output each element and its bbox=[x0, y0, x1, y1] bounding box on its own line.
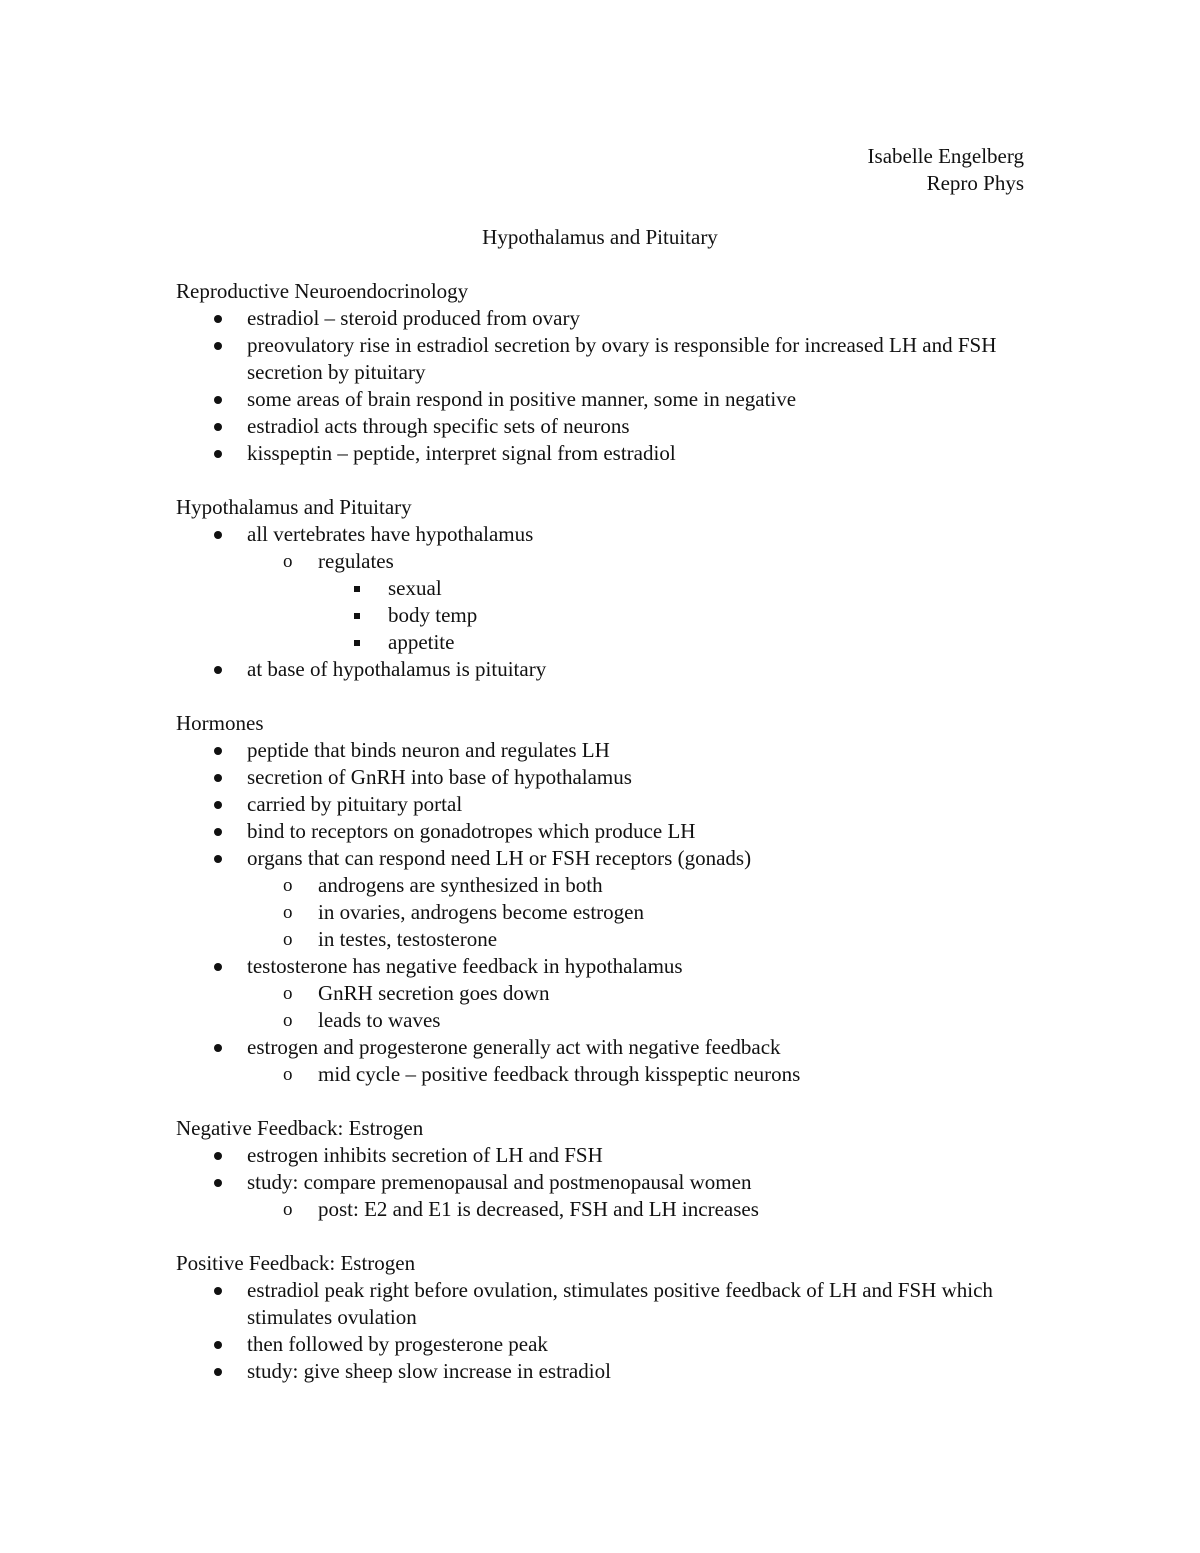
bullet-icon bbox=[214, 305, 222, 332]
list-item bbox=[176, 872, 1036, 899]
bullet-icon bbox=[214, 521, 222, 548]
list-item bbox=[176, 575, 1036, 602]
circle-bullet-icon: o bbox=[283, 551, 293, 572]
section-heading: Positive Feedback: Estrogen bbox=[176, 1251, 416, 1275]
bullet-icon bbox=[214, 332, 222, 359]
bullet-icon bbox=[214, 791, 222, 818]
list-item bbox=[176, 953, 1036, 980]
list-item-text: androgens are synthesized in both bbox=[318, 873, 603, 897]
circle-bullet-icon: o bbox=[283, 875, 293, 896]
list-item bbox=[176, 926, 1036, 953]
circle-bullet-icon: o bbox=[283, 929, 293, 950]
list-item bbox=[176, 791, 1036, 818]
list-item bbox=[176, 656, 1036, 683]
list-item bbox=[176, 737, 1036, 764]
list-item bbox=[176, 1331, 1036, 1358]
list-item-text: all vertebrates have hypothalamus bbox=[247, 522, 534, 546]
bullet-icon bbox=[214, 1142, 222, 1169]
section-heading: Reproductive Neuroendocrinology bbox=[176, 279, 469, 303]
list-item bbox=[176, 1169, 1036, 1196]
list-item bbox=[176, 386, 1036, 413]
bullet-icon bbox=[214, 1358, 222, 1385]
bullet-icon bbox=[214, 656, 222, 683]
section-heading: Negative Feedback: Estrogen bbox=[176, 1116, 424, 1140]
list-item-text: at base of hypothalamus is pituitary bbox=[247, 657, 547, 681]
list-item-text: organs that can respond need LH or FSH receptors (gonads) bbox=[247, 846, 752, 870]
list-item-text: estradiol – steroid produced from ovary bbox=[247, 306, 580, 330]
bullet-list bbox=[176, 1277, 1036, 1385]
list-item-text: study: compare premenopausal and postmenopausal women bbox=[247, 1170, 752, 1194]
list-item-text: in testes, testosterone bbox=[318, 927, 498, 951]
list-item bbox=[176, 548, 1036, 575]
list-item-text: testosterone has negative feedback in hypothalamus bbox=[247, 954, 683, 978]
page-title: Hypothalamus and Pituitary bbox=[482, 225, 718, 249]
square-bullet-icon bbox=[354, 602, 360, 629]
list-item-text: estradiol peak right before ovulation, stimulates positive feedback of LH and FSH which stimulates ovulation bbox=[247, 1278, 993, 1329]
list-item bbox=[176, 602, 1036, 629]
section-heading: Hypothalamus and Pituitary bbox=[176, 495, 412, 519]
list-item bbox=[176, 1277, 1036, 1331]
bullet-icon bbox=[214, 1331, 222, 1358]
list-item-text: body temp bbox=[388, 603, 478, 627]
list-item-text: sexual bbox=[388, 576, 442, 600]
section-negative-feedback-estrogen bbox=[176, 1115, 1036, 1223]
list-item bbox=[176, 1061, 1036, 1088]
list-item bbox=[176, 845, 1036, 872]
bullet-list bbox=[176, 521, 1036, 683]
list-item bbox=[176, 1034, 1036, 1061]
list-item-text: post: E2 and E1 is decreased, FSH and LH increases bbox=[318, 1197, 759, 1221]
list-item bbox=[176, 413, 1036, 440]
bullet-icon bbox=[214, 1034, 222, 1061]
list-item bbox=[176, 1358, 1036, 1385]
list-item-text: then followed by progesterone peak bbox=[247, 1332, 548, 1356]
bullet-icon bbox=[214, 953, 222, 980]
list-item-text: mid cycle – positive feedback through kisspeptic neurons bbox=[318, 1062, 801, 1086]
square-bullet-icon bbox=[354, 629, 360, 656]
section-positive-feedback-estrogen bbox=[176, 1250, 1036, 1385]
notes-body bbox=[176, 278, 1036, 1412]
list-item bbox=[176, 764, 1036, 791]
list-item-text: GnRH secretion goes down bbox=[318, 981, 550, 1005]
bullet-list bbox=[176, 1142, 1036, 1223]
list-item-text: study: give sheep slow increase in estradiol bbox=[247, 1359, 611, 1383]
header-block bbox=[868, 143, 1024, 197]
section-reproductive-neuroendocrinology bbox=[176, 278, 1036, 467]
list-item bbox=[176, 305, 1036, 332]
author-name: Isabelle Engelberg bbox=[867, 144, 1024, 168]
list-item bbox=[176, 440, 1036, 467]
bullet-icon bbox=[214, 386, 222, 413]
circle-bullet-icon: o bbox=[283, 1064, 293, 1085]
list-item-text: some areas of brain respond in positive manner, some in negative bbox=[247, 387, 797, 411]
list-item bbox=[176, 1196, 1036, 1223]
bullet-icon bbox=[214, 764, 222, 791]
list-item bbox=[176, 818, 1036, 845]
circle-bullet-icon: o bbox=[283, 983, 293, 1004]
circle-bullet-icon: o bbox=[283, 1199, 293, 1220]
section-heading: Hormones bbox=[176, 711, 264, 735]
list-item bbox=[176, 332, 1036, 386]
list-item-text: preovulatory rise in estradiol secretion by ovary is responsible for increased LH and FSH secretion by pituitary bbox=[247, 333, 997, 384]
square-bullet-icon bbox=[354, 575, 360, 602]
list-item bbox=[176, 1007, 1036, 1034]
list-item-text: in ovaries, androgens become estrogen bbox=[318, 900, 644, 924]
list-item-text: appetite bbox=[388, 630, 455, 654]
section-hypothalamus-and-pituitary bbox=[176, 494, 1036, 683]
bullet-icon bbox=[214, 737, 222, 764]
course-name: Repro Phys bbox=[926, 171, 1024, 195]
bullet-icon bbox=[214, 845, 222, 872]
bullet-icon bbox=[214, 1169, 222, 1196]
list-item-text: leads to waves bbox=[318, 1008, 441, 1032]
bullet-list bbox=[176, 305, 1036, 467]
list-item bbox=[176, 1142, 1036, 1169]
section-hormones bbox=[176, 710, 1036, 1088]
list-item-text: estrogen and progesterone generally act with negative feedback bbox=[247, 1035, 781, 1059]
list-item bbox=[176, 980, 1036, 1007]
list-item bbox=[176, 629, 1036, 656]
list-item-text: carried by pituitary portal bbox=[247, 792, 463, 816]
bullet-icon bbox=[214, 1277, 222, 1304]
bullet-list bbox=[176, 737, 1036, 1088]
list-item-text: regulates bbox=[318, 549, 394, 573]
bullet-icon bbox=[214, 413, 222, 440]
list-item-text: secretion of GnRH into base of hypothalamus bbox=[247, 765, 632, 789]
bullet-icon bbox=[214, 818, 222, 845]
list-item bbox=[176, 521, 1036, 548]
list-item-text: estrogen inhibits secretion of LH and FSH bbox=[247, 1143, 603, 1167]
list-item-text: kisspeptin – peptide, interpret signal from estradiol bbox=[247, 441, 676, 465]
list-item-text: estradiol acts through specific sets of neurons bbox=[247, 414, 630, 438]
list-item-text: bind to receptors on gonadotropes which produce LH bbox=[247, 819, 696, 843]
list-item-text: peptide that binds neuron and regulates LH bbox=[247, 738, 610, 762]
list-item bbox=[176, 899, 1036, 926]
circle-bullet-icon: o bbox=[283, 1010, 293, 1031]
circle-bullet-icon: o bbox=[283, 902, 293, 923]
bullet-icon bbox=[214, 440, 222, 467]
